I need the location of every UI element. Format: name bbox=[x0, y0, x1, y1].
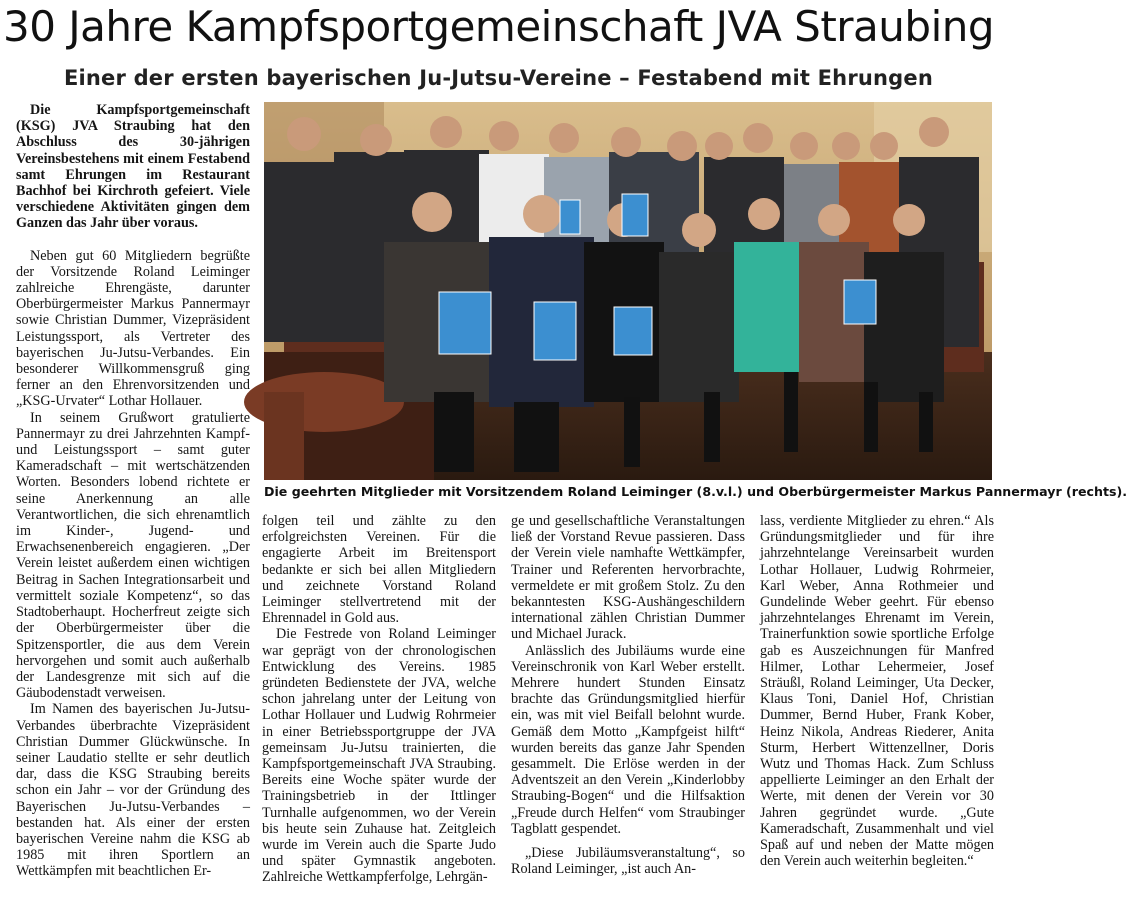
paragraph: lass, verdiente Mitglieder zu ehren.“ Als Gründungsmitglieder und für ihre jahrzehntelange Vereinsarbeit wurden Lothar Hollauer, Ludwig Rohrmeier, Karl Weber, Anna Rothmeier und Gundelinde Weber geehrt. Für ebenso jahrzehntelanges Ehrenamt im Verein, Trainerfunktion sowie sportliche Erfolge gab es Auszeichnungen für Manfred Hilmer, Lothar Lehermeier, Josef Sträußl, Roland Leiminger, Uta Decker, Klaus Toni, Daniel Hof, Christian Dummer, Bernd Huber, Frank Kober, Heinz Nikola, Andreas Riederer, Anita Sturm, Herbert Wittenzellner, Doris Wutz und Thomas Hack. Zum Schluss appellierte Leiminger an den Erhalt der Werte, mit denen der Verein vor 30 Jahren gegründet wurde. „Gute Kameradschaft, Zusammenhalt und viel Spaß auf und neben der Matte mögen den Verein auch weiterhin begleiten.“ bbox=[760, 513, 994, 870]
paragraph: Neben gut 60 Mitgliedern begrüßte der Vorsitzende Roland Leiminger zahlreiche Ehrengäste, darunter Oberbürgermeister Markus Pannermayr sowie Christian Dummer, Vizepräsident Leistungssport, als Vertreter des bayerischen Ju-Jutsu-Verbandes. Ein besonderer Willkommensgruß ging ferner an den Ehrenvorsitzenden und „KSG-Urvater“ Lothar Hollauer. bbox=[16, 247, 250, 410]
article-column-3 bbox=[511, 513, 745, 877]
article-column-4 bbox=[760, 513, 994, 869]
paragraph: Im Namen des bayerischen Ju-Jutsu-Verbandes überbrachte Vizepräsident Christian Dummer Glückwünsche. In seiner Laudatio stellte er sehr deutlich dar, dass die KSG Straubing bereits schon ein Jahr – vor der Gründung des Bayerischen Ju-Jutsu-Verbandes – bestanden hat. Als einer der ersten bayerischen Vereine nahm die KSG ab 1985 mit ihren Sportlern an Wettkämpfen mit beachtlichen Er- bbox=[16, 701, 250, 880]
paragraph: Anlässlich des Jubiläums wurde eine Vereinschronik von Karl Weber erstellt. Mehrere hundert Stunden Einsatz brachte das Gründungsmitglied hierfür ein, was mit viel Beifall belohnt wurde. Gemäß dem Motto „Kampfgeist hilft“ wurden bereits das ganze Jahr Spenden gesammelt. Die Erlöse werden in der Adventszeit an den Verein „Kinderlobby Straubing-Bogen“ und die Hilfsaktion „Freude durch Helfen“ vom Straubinger Tagblatt gespendet. bbox=[511, 642, 745, 837]
group-photo bbox=[264, 102, 992, 480]
article-lead: Die Kampfsportgemeinschaft (KSG) JVA Straubing hat den Abschluss des 30-jährigen Vereinsbestehens mit einem Festabend samt Ehrungen im Restaurant Bachhof bei Kirchroth gefeiert. Viele verschiedene Aktivitäten gingen dem Ganzen das Jahr über voraus. bbox=[16, 102, 250, 232]
article-column-1 bbox=[16, 102, 250, 880]
photo-caption: Die geehrten Mitglieder mit Vorsitzendem Roland Leiminger (8.v.l.) und Oberbürgermeister Markus Pannermayr (rechts). bbox=[264, 484, 1127, 499]
paragraph: folgen teil und zählte zu den erfolgreichsten Vereinen. Für die engagierte Arbeit im Breitensport bedankte er sich bei allen Mitgliedern und zeichnete Vorstand Roland Leiminger stellvertretend mit der Ehrennadel in Gold aus. bbox=[262, 513, 496, 627]
article-headline: 30 Jahre Kampfsportgemeinschaft JVA Straubing bbox=[2, 2, 995, 51]
paragraph: In seinem Grußwort gratulierte Pannermayr zu drei Jahrzehnten Kampf- und Leistungssport – samt guter Kameradschaft – mit wertschätzenden Worten. Besonders lobend richtete er seine Anerkennung an alle Verantwortlichen, die sich ehrenamtlich im Kinder-, Jugend- und Erwachsenenbereich engagieren. „Der Verein leistet außerdem einen wichtigen Beitrag in Sachen Integrationsarbeit und vermittelt soziale Kompetenz“, so das Stadtoberhaupt. Hocherfreut zeigte sich der Oberbürgermeister über die Spitzensportler, die aus dem Verein hervorgehen und somit auch außerhalb der Landesgrenze mit sich auf die Gäubodenstadt verweisen. bbox=[16, 409, 250, 702]
article-column-2 bbox=[262, 513, 496, 886]
paragraph: ge und gesellschaftliche Veranstaltungen ließ der Vorstand Revue passieren. Dass der Verein viele namhafte Wettkämpfer, Trainer und Referenten hervorbrachte, vermeldete er mit großem Stolz. Zu den bekanntesten KSG-Aushängeschildern international zählen Christian Dummer und Michael Jurack. bbox=[511, 513, 745, 643]
paragraph: Die Festrede von Roland Leiminger war geprägt von der chronologischen Entwicklung des Vereins. 1985 gründeten Bedienstete der JVA, welche schon jahrelang unter der Leitung von Lothar Hollauer und Ludwig Rohrmeier in einer Betriebssportgruppe der JVA gemeinsam Ju-Jutsu trainierten, die Kampfsportgemeinschaft JVA Straubing. Bereits eine Woche später wurde der Trainingsbetrieb in der Ittlinger Turnhalle aufgenommen, wo der Verein bis heute sein Zuhause hat. Zeitgleich wurde im Verein auch die Sparte Judo und später Gymnastik angeboten. Zahlreiche Wettkampferfolge, Lehrgän- bbox=[262, 626, 496, 886]
paragraph: „Diese Jubiläumsveranstaltung“, so Roland Leiminger, „ist auch An- bbox=[511, 845, 745, 878]
article-subheadline: Einer der ersten bayerischen Ju-Jutsu-Vereine – Festabend mit Ehrungen bbox=[63, 66, 934, 90]
